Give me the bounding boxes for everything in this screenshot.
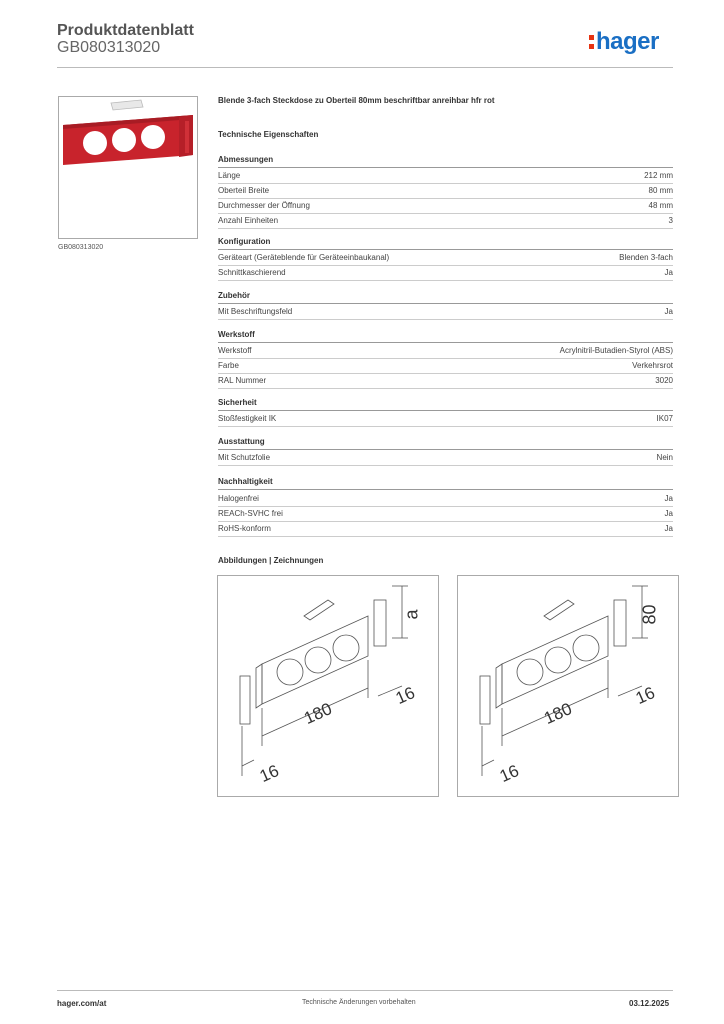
- row-value: Ja: [664, 307, 673, 316]
- header-divider: [57, 67, 673, 68]
- row-key: Anzahl Einheiten: [218, 216, 279, 225]
- section-title-werkstoff: Werkstoff: [218, 330, 673, 343]
- logo-dots-icon: [589, 28, 595, 52]
- section-title-sicherheit: Sicherheit: [218, 398, 673, 411]
- logo-text: hager: [596, 28, 659, 55]
- row-value: 3: [668, 216, 673, 225]
- row-key: Länge: [218, 171, 241, 180]
- row-key: Oberteil Breite: [218, 186, 270, 195]
- image-caption: GB080313020: [58, 244, 104, 251]
- dimension-depth: 16: [392, 683, 418, 709]
- hager-logo: [589, 28, 659, 56]
- row-key: Durchmesser der Öffnung: [218, 201, 310, 210]
- table-row: [218, 492, 673, 507]
- table-row: [218, 344, 673, 359]
- table-row: [218, 412, 673, 427]
- row-value: 212 mm: [644, 171, 673, 180]
- technical-drawing-2: [457, 575, 679, 797]
- product-description: Blende 3-fach Steckdose zu Oberteil 80mm beschriftbar anreihbar hfr rot: [218, 96, 495, 105]
- dimension-length: 180: [541, 699, 575, 728]
- row-value: Ja: [664, 494, 673, 503]
- table-row: [218, 451, 673, 466]
- dimension-side: 16: [256, 761, 282, 787]
- row-key: Halogenfrei: [218, 494, 259, 503]
- footer-divider: [57, 990, 673, 991]
- row-value: Blenden 3-fach: [619, 253, 673, 262]
- technical-drawing-1: [217, 575, 439, 797]
- row-value: Verkehrsrot: [632, 361, 673, 370]
- row-value: IK07: [656, 414, 673, 423]
- row-key: RoHS-konform: [218, 524, 271, 533]
- footer-date: 03.12.2025: [629, 999, 670, 1008]
- table-row: [218, 214, 673, 229]
- row-key: Mit Schutzfolie: [218, 453, 271, 462]
- dimension-length: 180: [301, 699, 335, 728]
- section-title-abmessungen: Abmessungen: [218, 155, 673, 168]
- row-key: REACh-SVHC frei: [218, 509, 283, 518]
- table-row: [218, 184, 673, 199]
- row-key: Geräteart (Geräteblende für Geräteeinbaukanal): [218, 253, 390, 262]
- row-key: Stoßfestigkeit IK: [218, 414, 277, 423]
- table-row: [218, 169, 673, 184]
- row-value: 3020: [655, 376, 673, 385]
- drawings-title: Abbildungen | Zeichnungen: [218, 556, 324, 565]
- row-value: Ja: [664, 268, 673, 277]
- row-key: RAL Nummer: [218, 376, 267, 385]
- row-value: Nein: [656, 453, 673, 462]
- product-image: [58, 96, 198, 239]
- table-row: [218, 199, 673, 214]
- row-key: Schnittkaschierend: [218, 268, 286, 277]
- row-key: Farbe: [218, 361, 239, 370]
- table-row: [218, 522, 673, 537]
- dimension-depth: 16: [632, 683, 658, 709]
- row-value: 48 mm: [648, 201, 673, 210]
- section-title-konfiguration: Konfiguration: [218, 237, 673, 250]
- section-title-zubehoer: Zubehör: [218, 291, 673, 304]
- row-value: 80 mm: [648, 186, 673, 195]
- row-key: Mit Beschriftungsfeld: [218, 307, 293, 316]
- properties-title: Technische Eigenschaften: [218, 130, 319, 139]
- row-value: Acrylnitril-Butadien-Styrol (ABS): [559, 346, 673, 355]
- footer-disclaimer: Technische Änderungen vorbehalten: [302, 999, 416, 1006]
- product-code: GB080313020: [57, 39, 161, 56]
- table-row: [218, 266, 673, 281]
- row-key: Werkstoff: [218, 346, 252, 355]
- dimension-height: a: [401, 609, 422, 620]
- table-row: [218, 374, 673, 389]
- table-row: [218, 305, 673, 320]
- footer-website: hager.com/at: [57, 999, 107, 1008]
- page-title: Produktdatenblatt: [57, 22, 194, 39]
- row-value: Ja: [664, 509, 673, 518]
- section-title-ausstattung: Ausstattung: [218, 437, 673, 450]
- product-photo-icon: [59, 97, 197, 238]
- row-value: Ja: [664, 524, 673, 533]
- dimension-height: 80: [639, 604, 660, 625]
- dimension-side: 16: [496, 761, 522, 787]
- table-row: [218, 359, 673, 374]
- table-row: [218, 251, 673, 266]
- table-row: [218, 507, 673, 522]
- section-title-nachhaltigkeit: Nachhaltigkeit: [218, 477, 673, 490]
